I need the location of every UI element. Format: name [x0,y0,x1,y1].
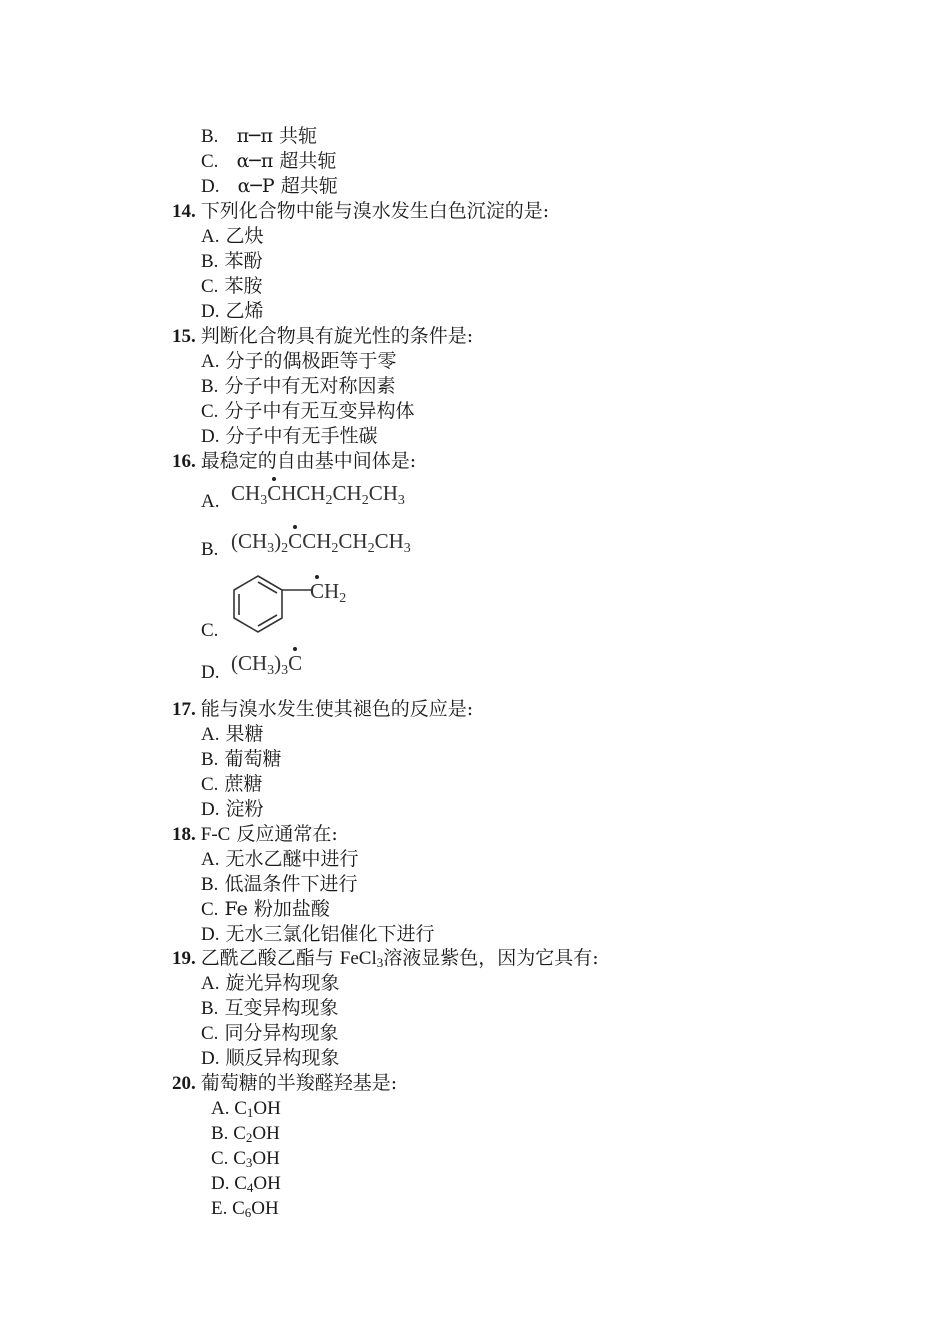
question-stem: 葡萄糖的半羧醛羟基是: [200,1072,398,1094]
option-letter: A. [201,849,220,870]
benzene-ring-structure [227,572,317,636]
formula-subscript: 3 [403,541,411,556]
q16-formula-c [310,578,346,604]
formula-part: OH [253,1098,281,1119]
q18-option-d [201,922,435,947]
formula-part: OH [253,1173,281,1194]
q14-option-c [201,274,263,299]
formula-part: C [234,1098,247,1119]
formula-part: OH [252,1123,280,1144]
formula-subscript: 3 [260,493,268,508]
question-number: 20. [172,1073,196,1094]
formula-subscript: 2 [367,541,375,556]
option-letter: C. [211,1148,229,1169]
option-text: 分子中有无对称因素 [224,375,396,397]
formula-part: H [324,579,340,603]
formula-subscript: 4 [246,1180,254,1195]
q20-option-a [211,1096,281,1121]
question-stem-end: 溶液显紫色，因为它具有: [383,947,599,969]
question-stem: 下列化合物中能与溴水发生白色沉淀的是: [200,200,550,222]
q18-option-a [201,847,359,872]
option-letter: D. [201,176,220,197]
radical-carbon: C [288,651,303,675]
option-text: Fe 粉加盐酸 [224,898,330,920]
option-text: 分子的偶极距等于零 [225,350,397,372]
question-number: 19. [172,948,196,969]
formula-part: (CH [231,651,268,675]
formula-subscript: 3 [245,1155,253,1170]
formula-part: C [232,1198,245,1219]
q13-option-c [201,149,336,174]
formula-part: C [233,1148,246,1169]
q16-formula-d [231,650,302,676]
question-15 [172,324,473,349]
option-letter: A. [211,1098,230,1119]
option-letter: B. [211,1123,229,1144]
radical-carbon: C [310,579,325,603]
q15-option-d [201,424,378,449]
q20-option-b [211,1121,280,1146]
question-number: 14. [172,201,196,222]
option-letter: D. [201,426,220,447]
q19-option-c [201,1021,339,1046]
option-letter: D. [201,662,220,683]
formula-subscript: 6 [244,1205,252,1220]
q20-option-e [211,1196,279,1221]
formula-subscript: 3 [267,541,275,556]
option-letter: B. [201,874,219,895]
q16-option-b-letter [201,537,218,562]
option-text: 同分异构现象 [224,1022,339,1044]
q20-option-c [211,1146,280,1171]
option-letter: B. [201,539,219,560]
option-letter: C. [201,774,219,795]
fecl3-formula: FeCl [339,948,377,969]
option-letter: C. [201,151,219,172]
q15-option-a [201,349,397,374]
option-letter: D. [201,301,220,322]
option-letter: A. [201,226,220,247]
q17-option-b [201,747,282,772]
option-text: π─π 共轭 [236,125,318,147]
formula-part: CH [332,481,362,505]
question-stem: 能与溴水发生使其褪色的反应是: [200,698,474,720]
question-16 [172,449,416,474]
q16-option-a-letter [201,489,219,514]
option-text: 顺反异构现象 [225,1047,340,1069]
q14-option-a [201,224,264,249]
option-text: 淀粉 [225,798,264,820]
option-text: 低温条件下进行 [224,873,358,895]
option-text: 乙炔 [225,225,264,247]
formula-part: CH [231,481,261,505]
question-number: 15. [172,326,196,347]
option-text: 无水三氯化铝催化下进行 [225,923,435,945]
option-text: 分子中有无互变异构体 [224,400,415,422]
option-letter: C. [201,276,219,297]
option-text: 苯胺 [224,275,263,297]
formula-part: (CH [231,529,268,553]
formula-subscript: 3 [267,663,275,678]
question-stem: 反应通常在: [230,823,338,845]
q19-option-a [201,971,340,996]
formula-part: HCH [281,481,326,505]
option-text: 分子中有无手性碳 [225,425,378,447]
q14-option-d [201,299,264,324]
option-letter: C. [201,899,219,920]
formula-part: ) [274,651,282,675]
option-letter: B. [201,251,219,272]
option-letter: B. [201,998,219,1019]
fecl3-subscript: 3 [376,955,384,970]
q20-option-d [211,1171,281,1196]
question-number: 16. [172,451,196,472]
formula-part: CH [368,481,398,505]
question-number: 18. [172,824,196,845]
option-letter: A. [201,491,220,512]
formula-subscript: 2 [245,1130,253,1145]
formula-subscript: 2 [281,541,289,556]
q16-formula-b [231,528,411,554]
question-stem: 判断化合物具有旋光性的条件是: [200,325,474,347]
formula-part: C [234,1173,247,1194]
option-letter: D. [211,1173,230,1194]
option-letter: D. [201,799,220,820]
option-text: 旋光异构现象 [225,972,340,994]
q14-option-b [201,249,263,274]
question-14 [172,199,549,224]
formula-part: OH [252,1148,280,1169]
formula-subscript: 3 [281,663,289,678]
question-stem: 最稳定的自由基中间体是: [200,450,417,472]
radical-carbon: C [267,481,282,505]
option-letter: B. [201,126,219,147]
option-letter: B. [201,749,219,770]
q17-option-a [201,722,264,747]
formula-subscript: 2 [361,493,369,508]
option-text: 葡萄糖 [224,748,282,770]
q17-option-c [201,772,263,797]
option-letter: E. [211,1198,228,1219]
formula-part: OH [251,1198,279,1219]
q13-option-d [201,174,338,199]
formula-subscript: 2 [325,493,333,508]
q18-option-c [201,897,330,922]
radical-carbon: C [288,529,303,553]
question-stem: 乙酰乙酸乙酯与 [200,947,340,969]
formula-subscript: 2 [331,541,339,556]
option-text: 果糖 [225,723,264,745]
option-text: α─π 超共轭 [236,150,337,172]
option-letter: C. [201,401,219,422]
double-bond [258,582,277,593]
formula-part: C [233,1123,246,1144]
option-letter: C. [201,1023,219,1044]
option-letter: C. [201,620,219,641]
benzene-ring [234,576,282,632]
q16-formula-a [231,480,405,506]
option-text: 无水乙醚中进行 [225,848,359,870]
q13-option-b [201,124,317,149]
q17-option-d [201,797,264,822]
formula-subscript: 2 [339,591,347,606]
option-letter: A. [201,351,220,372]
q19-option-b [201,996,339,1021]
option-letter: D. [201,1048,220,1069]
question-19 [172,946,599,971]
q18-option-b [201,872,358,897]
formula-subscript: 1 [246,1105,254,1120]
formula-part: CH [338,529,368,553]
question-17 [172,697,473,722]
option-text: 乙烯 [225,300,264,322]
option-text: 苯酚 [224,250,263,272]
q15-option-b [201,374,396,399]
option-letter: B. [201,376,219,397]
option-letter: A. [201,724,220,745]
option-text: 蔗糖 [224,773,263,795]
question-number: 17. [172,699,196,720]
question-20 [172,1071,397,1096]
q19-option-d [201,1046,340,1071]
question-18 [172,822,338,847]
option-letter: A. [201,973,220,994]
formula-part: ) [274,529,282,553]
question-stem-latin: F-C [200,824,231,845]
option-text: α─P 超共轭 [237,175,338,197]
q15-option-c [201,399,415,424]
formula-part: CH [302,529,332,553]
q16-option-c-letter [201,618,218,643]
option-letter: D. [201,924,220,945]
q16-option-d-letter [201,660,219,685]
double-bond [258,615,277,626]
formula-subscript: 3 [397,493,405,508]
formula-part: CH [374,529,404,553]
option-text: 互变异构现象 [224,997,339,1019]
